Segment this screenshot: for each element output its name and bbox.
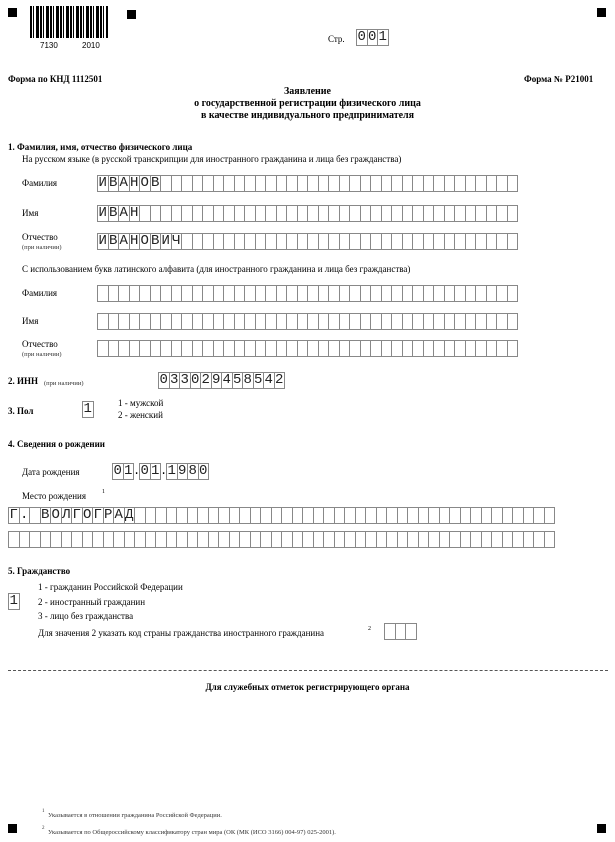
char-cell[interactable] — [405, 623, 417, 640]
char-cell[interactable]: И — [161, 233, 170, 249]
char-cell[interactable]: Л — [62, 507, 71, 523]
inn-cells[interactable] — [158, 372, 284, 389]
char-cell[interactable]: Д — [125, 507, 134, 523]
dob-separator: . — [133, 464, 141, 478]
dob-year-digit[interactable]: 0 — [199, 463, 208, 479]
corner-marker-top-left — [8, 8, 17, 17]
page-label: Стр. — [328, 34, 345, 44]
lat-name-cells[interactable] — [97, 313, 517, 330]
dob-label: Дата рождения — [22, 467, 80, 477]
label-if-any-ru: (при наличии) — [22, 244, 62, 251]
ru-name-cells[interactable] — [97, 205, 517, 222]
lat-patronymic-cells[interactable] — [97, 340, 517, 357]
char-cell[interactable]: 0 — [159, 372, 168, 388]
page-digit[interactable]: 0 — [357, 29, 366, 45]
char-cell[interactable] — [544, 507, 556, 524]
char-cell[interactable] — [544, 531, 556, 548]
char-cell[interactable]: А — [119, 233, 128, 249]
gender-cell[interactable] — [82, 401, 93, 418]
service-label: Для служебных отметок регистрирующего органа — [205, 682, 410, 692]
citizenship-option-1: 1 - гражданин Российской Федерации — [38, 582, 183, 592]
char-cell[interactable]: И — [98, 233, 107, 249]
label-surname-lat: Фамилия — [22, 288, 58, 298]
dob-month-digit[interactable]: 0 — [140, 463, 149, 479]
barcode-number-right: 2010 — [82, 41, 100, 50]
char-cell[interactable] — [507, 285, 519, 302]
dob-year-digit[interactable]: 9 — [178, 463, 187, 479]
citizenship-cell[interactable] — [8, 593, 19, 610]
char-cell[interactable]: И — [98, 175, 107, 191]
pob-label: Место рождения — [22, 491, 87, 501]
char-cell[interactable]: Г — [9, 507, 18, 523]
gender-value[interactable]: 1 — [83, 401, 92, 417]
pob-cells-row2[interactable] — [8, 531, 554, 548]
dob-month-digit[interactable]: 1 — [151, 463, 160, 479]
char-cell[interactable]: 2 — [201, 372, 210, 388]
gender-option-female: 2 - женский — [118, 410, 163, 420]
dob-day-digit[interactable]: 0 — [113, 463, 122, 479]
label-patronymic-ru: Отчество — [22, 232, 58, 242]
dob-day-digit[interactable]: 1 — [124, 463, 133, 479]
footnote2-number: 2 — [42, 826, 45, 831]
char-cell[interactable] — [507, 233, 519, 250]
char-cell[interactable]: Н — [130, 205, 139, 221]
citizenship-value[interactable]: 1 — [9, 593, 18, 609]
knd-code: Форма по КНД 1112501 — [8, 74, 103, 84]
char-cell[interactable]: 2 — [275, 372, 284, 388]
barcode-number-left: 7130 — [40, 41, 58, 50]
section4-heading: 4. Сведения о рождении — [8, 439, 105, 449]
char-cell[interactable]: О — [51, 507, 60, 523]
form-title-line1: Заявление — [284, 86, 331, 97]
char-cell[interactable]: В — [109, 233, 118, 249]
section1-heading: 1. Фамилия, имя, отчество физического лица — [8, 142, 193, 152]
char-cell[interactable]: 0 — [191, 372, 200, 388]
char-cell[interactable] — [507, 313, 519, 330]
gender-option-male: 1 - мужской — [118, 398, 164, 408]
char-cell[interactable] — [507, 340, 519, 357]
pob-footnote-ref: 1 — [102, 489, 105, 495]
char-cell[interactable]: О — [140, 175, 149, 191]
section2-heading: 2. ИНН — [8, 376, 39, 386]
footnote2-text: Указывается по Общероссийскому классификатору стран мира (ОК (МК (ИСО 3166) 004-97) 025-2001). — [48, 829, 336, 836]
page-digit[interactable]: 0 — [368, 29, 377, 45]
cut-line — [8, 670, 608, 671]
char-cell[interactable]: Р — [104, 507, 113, 523]
char-cell[interactable]: 9 — [212, 372, 221, 388]
barcode — [30, 6, 108, 38]
char-cell[interactable]: 3 — [170, 372, 179, 388]
char-cell[interactable]: В — [109, 175, 118, 191]
form-title-line3: в качестве индивидуального предпринимателя — [200, 110, 415, 121]
corner-marker-bottom-left — [8, 824, 17, 833]
char-cell[interactable]: В — [151, 175, 160, 191]
char-cell[interactable]: 5 — [233, 372, 242, 388]
label-name-ru: Имя — [22, 208, 39, 218]
ru-surname-cells[interactable] — [97, 175, 517, 192]
ru-caption: На русском языке (в русской транскрипции для иностранного гражданина и лица без гражданства) — [22, 154, 402, 164]
char-cell[interactable]: 4 — [264, 372, 273, 388]
dob-year-digit[interactable]: 1 — [167, 463, 176, 479]
pob-cells-row1[interactable] — [8, 507, 554, 524]
char-cell[interactable]: А — [119, 175, 128, 191]
form-title-line2: о государственной регистрации физического лица — [194, 98, 421, 109]
country-footnote-ref: 2 — [368, 626, 371, 632]
inn-if-any: (при наличии) — [44, 380, 84, 387]
label-if-any-lat: (при наличии) — [22, 351, 62, 358]
char-cell[interactable]: О — [83, 507, 92, 523]
label-name-lat: Имя — [22, 316, 39, 326]
country-code-note: Для значения 2 указать код страны гражданства иностранного гражданина — [38, 628, 325, 638]
country-code-cells[interactable] — [384, 623, 416, 640]
char-cell[interactable]: А — [114, 507, 123, 523]
page-number-cells[interactable] — [356, 29, 388, 46]
char-cell[interactable]: 8 — [243, 372, 252, 388]
label-surname-ru: Фамилия — [22, 178, 58, 188]
dob-cells[interactable] — [112, 463, 208, 480]
char-cell[interactable]: 3 — [180, 372, 189, 388]
char-cell[interactable]: Г — [72, 507, 81, 523]
lat-surname-cells[interactable] — [97, 285, 517, 302]
char-cell[interactable]: 4 — [222, 372, 231, 388]
char-cell[interactable] — [507, 205, 519, 222]
corner-marker-top-right — [597, 8, 606, 17]
char-cell[interactable]: В — [151, 233, 160, 249]
ru-patronymic-cells[interactable] — [97, 233, 517, 250]
char-cell[interactable]: Ч — [172, 233, 181, 249]
form-number: Форма № Р21001 — [524, 74, 594, 84]
char-cell[interactable]: И — [98, 205, 107, 221]
char-cell[interactable]: 5 — [254, 372, 263, 388]
dob-separator: . — [160, 464, 168, 478]
dob-year-digit[interactable]: 8 — [188, 463, 197, 479]
char-cell[interactable]: . — [20, 507, 29, 523]
citizenship-option-3: 3 - лицо без гражданства — [38, 611, 134, 621]
section5-heading: 5. Гражданство — [8, 566, 71, 576]
char-cell[interactable]: Н — [130, 233, 139, 249]
page-digit[interactable]: 1 — [378, 29, 387, 45]
char-cell[interactable] — [507, 175, 519, 192]
footnote1-number: 1 — [42, 809, 45, 814]
char-cell[interactable]: В — [41, 507, 50, 523]
section3-heading: 3. Пол — [8, 406, 34, 416]
lat-caption: С использованием букв латинского алфавита (для иностранного гражданина и лица без гражданства) — [22, 264, 411, 274]
label-patronymic-lat: Отчество — [22, 339, 58, 349]
marker-square — [127, 10, 136, 19]
char-cell[interactable]: Н — [130, 175, 139, 191]
char-cell[interactable]: Г — [93, 507, 102, 523]
char-cell[interactable]: В — [109, 205, 118, 221]
footnote1-text: Указывается в отношении гражданина Российской Федерации. — [48, 812, 222, 819]
citizenship-option-2: 2 - иностранный гражданин — [38, 597, 146, 607]
char-cell[interactable]: А — [119, 205, 128, 221]
char-cell[interactable]: О — [140, 233, 149, 249]
corner-marker-bottom-right — [597, 824, 606, 833]
